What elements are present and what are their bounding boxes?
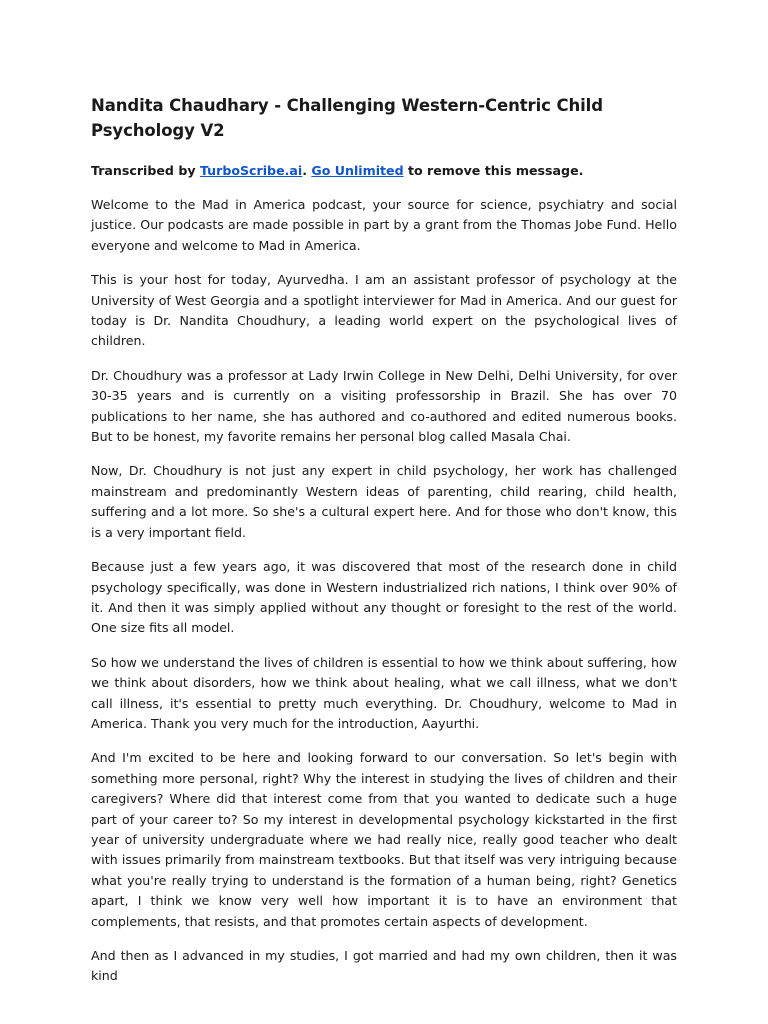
document-title: Nandita Chaudhary - Challenging Western-Centric Child Psychology V2: [91, 96, 603, 140]
paragraph: Now, Dr. Choudhury is not just any expert in child psychology, her work has challenged mainstream and predominantly Western ideas of parenting, child rearing, child health, suffering and a lot more. So she's a cultural expert here. And for those who don't know, this is a very important field.: [91, 463, 677, 540]
notice-separator: .: [302, 163, 312, 178]
paragraph: And then as I advanced in my studies, I got married and had my own children, then it was kind: [91, 948, 677, 984]
paragraph: And I'm excited to be here and looking forward to our conversation. So let's begin with something more personal, right? Why the interest in studying the lives of children and their caregivers? Where did that interest come from that you wanted to dedicate such a huge part of your career to? So my interest in developmental psychology kickstarted in the first year of university undergraduate where we had really nice, really good teacher who dealt with issues primarily from mainstream textbooks. But that itself was very intriguing because what you're really trying to understand is the formation of a human being, right? Genetics apart, I think we know very well how important it is to have an environment that complements, that resists, and that promotes certain aspects of development.: [91, 750, 677, 929]
notice-suffix: to remove this message.: [403, 163, 584, 178]
document-page: [91, 93, 677, 987]
paragraph: So how we understand the lives of children is essential to how we think about suffering, how we think about disorders, how we think about healing, what we call illness, what we don't call illness, it's essential to pretty much everything. Dr. Choudhury, welcome to Mad in America. Thank you very much for the introduction, Aayurthi.: [91, 654, 677, 731]
paragraph: Dr. Choudhury was a professor at Lady Irwin College in New Delhi, Delhi University, for over 30-35 years and is currently on a visiting professorship in Brazil. She has over 70 publications to her name, she has authored and co-authored and edited numerous books. But to be honest, my favorite remains her personal blog called Masala Chai.: [91, 367, 677, 445]
turboscribe-link[interactable]: TurboScribe.ai: [199, 163, 303, 178]
paragraph: Welcome to the Mad in America podcast, your source for science, psychiatry and social justice. Our podcasts are made possible in part by a grant from the Thomas Jobe Fund. Hello everyone and welcome to Mad in America.: [91, 197, 677, 253]
go-unlimited-link[interactable]: Go Unlimited: [311, 163, 404, 178]
paragraph: Because just a few years ago, it was discovered that most of the research done in child psychology specifically, was done in Western industrialized rich nations, I think over 90% of it. And then it was simply applied without any thought or foresight to the rest of the world. One size fits all model.: [91, 559, 677, 636]
transcription-notice: [91, 161, 677, 181]
paragraph: This is your host for today, Ayurvedha. I am an assistant professor of psychology at the University of West Georgia and a spotlight interviewer for Mad in America. And our guest for today is Dr. Nandita Choudhury, a leading world expert on the psychological lives of children.: [91, 272, 677, 349]
notice-prefix: Transcribed by: [91, 163, 200, 178]
